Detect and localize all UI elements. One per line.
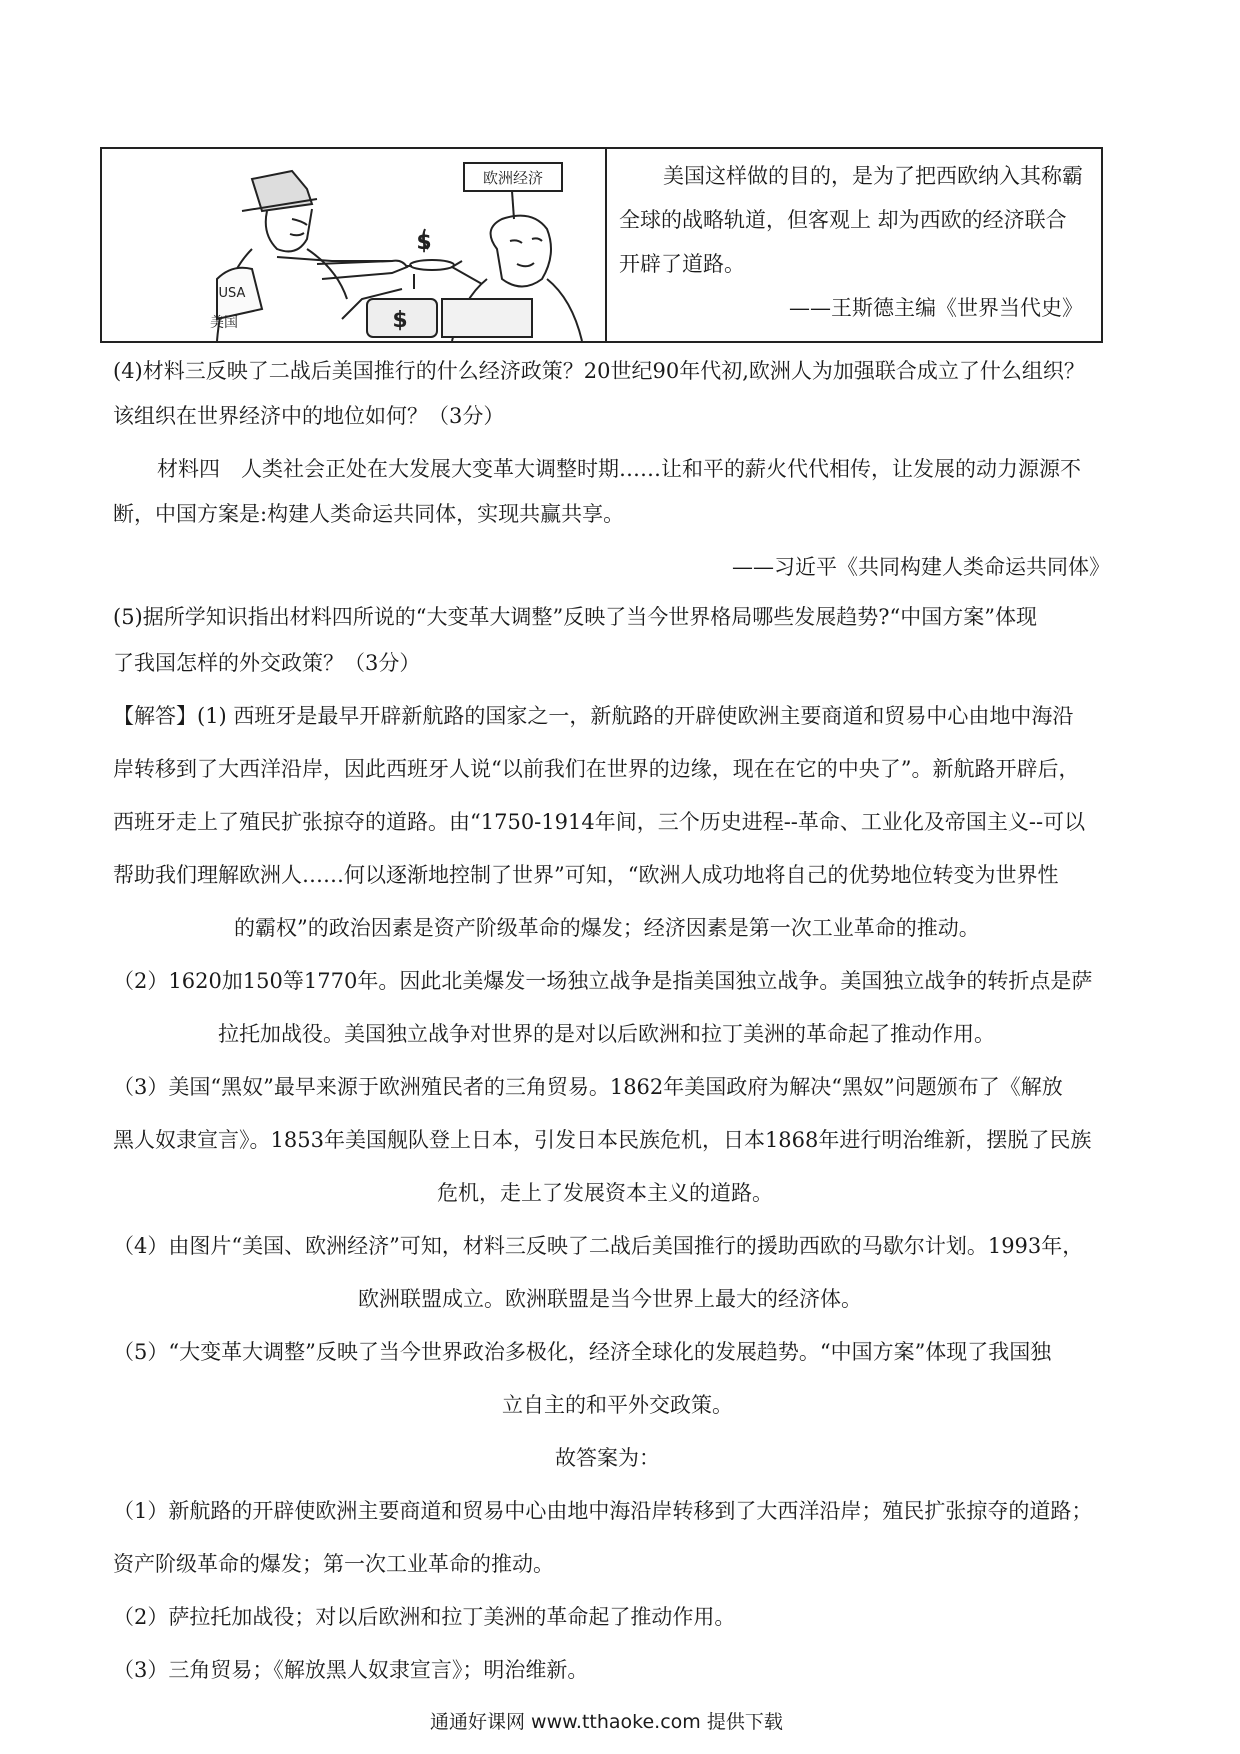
cartoon-meiguo-label: 美国: [210, 315, 238, 331]
answer2-line-1: （2）1620加150等1770年。因此北美爆发一场独立战争是指美国独立战争。美国独立战争的转折点是萨: [113, 969, 1093, 993]
cartoon-dollar-bag: $: [392, 308, 408, 333]
answer2-line-2: 拉托加战役。美国独立战争对世界的是对以后欧洲和拉丁美洲的革命起了推动作用。: [218, 1022, 995, 1046]
material4-line-2: 断，中国方案是:构建人类命运共同体，实现共赢共享。: [113, 502, 625, 526]
q5-line-1: (5)据所学知识指出材料四所说的“大变革大调整”反映了当今世界格局哪些发展趋势?“中国方案”体现: [113, 605, 1037, 629]
answer4-line-1: （4）由图片“美国、欧洲经济”可知，材料三反映了二战后美国推行的援助西欧的马歇尔计划。1993年，: [113, 1234, 1084, 1258]
quote-source: ——王斯德主编《世界当代史》: [789, 296, 1083, 320]
answer3-line-2: 黑人奴隶宣言》。1853年美国舰队登上日本，引发日本民族危机，日本1868年进行明治维新，摆脱了民族: [113, 1128, 1092, 1152]
answer3-line-1: （3）美国“黑奴”最早来源于欧洲殖民者的三角贸易。1862年美国政府为解决“黑奴”问题颁布了《解放: [113, 1075, 1063, 1099]
answer5-line-2: 立自主的和平外交政策。: [502, 1393, 733, 1417]
cartoon-usa-label: USA: [218, 286, 246, 301]
answer5-line-1: （5）“大变革大调整”反映了当今世界政治多极化，经济全球化的发展趋势。“中国方案”体现了我国独: [113, 1340, 1052, 1364]
cartoon-cell: [102, 149, 607, 341]
material4-line-1: 材料四 人类社会正处在大发展大变革大调整时期……让和平的薪火代代相传，让发展的动力源源不: [157, 457, 1081, 481]
material-three-table: [100, 147, 1103, 343]
answer1-line-1: 【解答】(1) 西班牙是最早开辟新航路的国家之一，新航路的开辟使欧洲主要商道和贸易中心由地中海沿: [113, 704, 1074, 728]
answer1-line-3: 西班牙走上了殖民扩张掠夺的道路。由“1750-1914年间，三个历史进程--革命、工业化及帝国主义--可以: [113, 810, 1086, 834]
quote-line-1: 美国这样做的目的，是为了把西欧纳入其称霸: [663, 164, 1083, 188]
q5-line-2: 了我国怎样的外交政策？（3分）: [113, 651, 421, 675]
final-answer-title: 故答案为：: [555, 1446, 660, 1470]
cartoon-sign-label: 欧洲经济: [482, 169, 544, 187]
quote-cell: [607, 149, 1101, 341]
q4-line-1: (4)材料三反映了二战后美国推行的什么经济政策？20世纪90年代初,欧洲人为加强联合成立了什么组织？: [113, 359, 1085, 383]
final2-line: （2）萨拉托加战役；对以后欧洲和拉丁美洲的革命起了推动作用。: [113, 1605, 736, 1629]
cartoon-dollar-spoon: $: [416, 230, 432, 255]
answer4-line-2: 欧洲联盟成立。欧洲联盟是当今世界上最大的经济体。: [358, 1287, 862, 1311]
material4-source: ——习近平《共同构建人类命运共同体》: [732, 555, 1110, 579]
final1-line-2: 资产阶级革命的爆发；第一次工业革命的推动。: [113, 1552, 554, 1576]
answer1-line-4: 帮助我们理解欧洲人……何以逐渐地控制了世界”可知，“欧洲人成功地将自己的优势地位转变为世界性: [113, 863, 1059, 887]
page-footer: 通通好课网 www.tthaoke.com 提供下载: [430, 1711, 783, 1733]
final3-line: （3）三角贸易；《解放黑人奴隶宣言》；明治维新。: [113, 1658, 589, 1682]
quote-line-2: 全球的战略轨道，但客观上 却为西欧的经济联合: [619, 208, 1067, 232]
answer1-line-2: 岸转移到了大西洋沿岸，因此西班牙人说“以前我们在世界的边缘，现在在它的中央了”。新航路开辟后，: [113, 757, 1080, 781]
final1-line-1: （1）新航路的开辟使欧洲主要商道和贸易中心由地中海沿岸转移到了大西洋沿岸；殖民扩张掠夺的道路；: [113, 1499, 1093, 1523]
q4-line-2: 该组织在世界经济中的地位如何？（3分）: [113, 404, 505, 428]
marshall-plan-cartoon: [102, 149, 603, 341]
answer3-line-3: 危机，走上了发展资本主义的道路。: [437, 1181, 773, 1205]
quote-line-3: 开辟了道路。: [619, 252, 745, 276]
answer1-line-5: 的霸权”的政治因素是资产阶级革命的爆发；经济因素是第一次工业革命的推动。: [234, 916, 980, 940]
